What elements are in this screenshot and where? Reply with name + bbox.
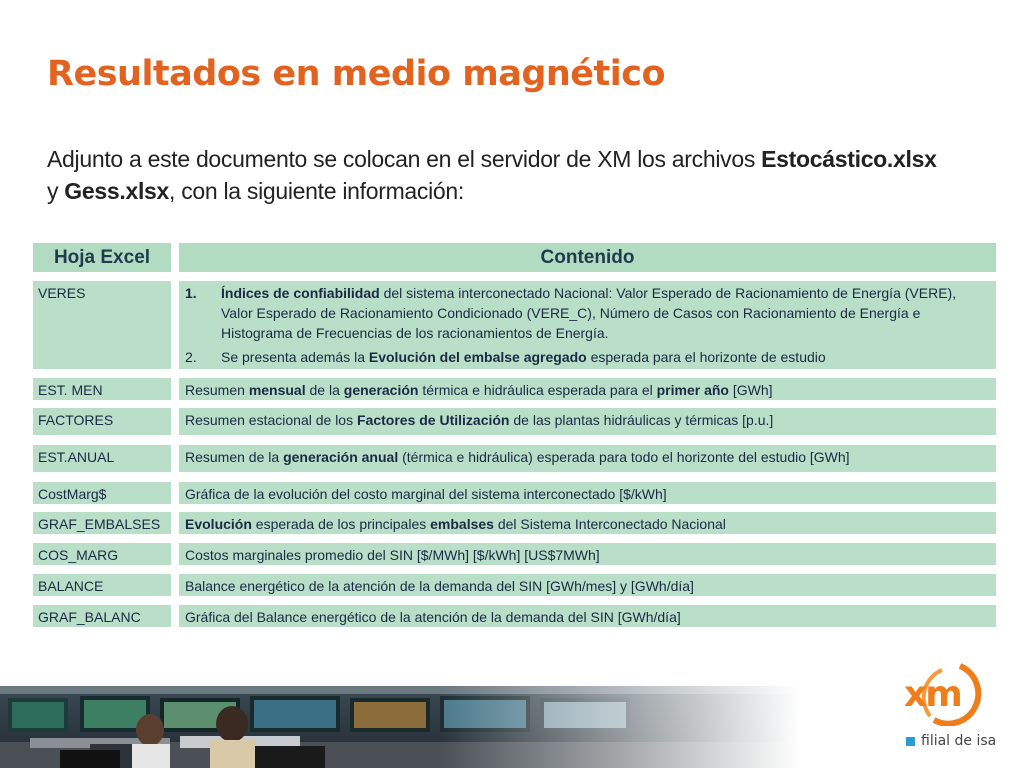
- content-text: Balance energético de la atención de la demanda del SIN [GWh/mes] y [GWh/día]: [185, 578, 694, 594]
- blue-square-icon: [906, 737, 915, 746]
- header-sheet-label: Hoja Excel: [53, 247, 151, 268]
- sheet-cell: [33, 512, 171, 534]
- list-item-text: Se presenta además la: [221, 349, 369, 365]
- intro-text-1: Adjunto a este documento se colocan en el servidor de XM los archivos: [47, 146, 762, 172]
- text-run: (térmica e hidráulica) esperada para todo el horizonte del estudio [GWh]: [398, 449, 850, 465]
- tagline-text: filial de isa: [921, 733, 997, 749]
- content-text: [179, 445, 996, 467]
- sheet-name: EST.ANUAL: [38, 449, 115, 465]
- sheet-name: GRAF_BALANC: [38, 609, 141, 625]
- sheet-name: COS_MARG: [38, 547, 119, 563]
- text-bold: Factores de Utilización: [357, 412, 510, 428]
- content-cell: [179, 574, 996, 596]
- sheet-cell: [33, 408, 171, 435]
- list-item-number: 2.: [185, 349, 197, 365]
- list-item-number: 1.: [185, 285, 197, 301]
- content-cell: [179, 408, 996, 435]
- sheet-cell: [33, 482, 171, 504]
- intro-file-1: Estocástico.xlsx: [761, 146, 937, 172]
- text-run: de la: [305, 382, 344, 398]
- list-item: [185, 347, 996, 367]
- header-content-cell: [179, 243, 996, 272]
- text-run: del Sistema Interconectado Nacional: [493, 516, 726, 532]
- list-item-text: Valor Esperado de Racionamiento Condicionado (VERE_C), Número de Casos con Racionamiento de Energía e: [221, 305, 921, 321]
- table-row-balance: [33, 574, 996, 596]
- text-bold: mensual: [248, 382, 306, 398]
- control-room-image: [0, 686, 800, 768]
- list-item-text: esperada para el horizonte de estudio: [586, 349, 826, 365]
- text-run: [GWh]: [728, 382, 773, 398]
- sheet-cell: [33, 378, 171, 400]
- content-text: Gráfica de la evolución del costo marginal del sistema interconectado [$/kWh]: [185, 486, 667, 502]
- content-cell: [179, 281, 996, 369]
- text-run: de las plantas hidráulicas y térmicas [p.u.]: [509, 412, 774, 428]
- list-item-text: del sistema interconectado Nacional: Valor Esperado de Racionamiento de Energía (VERE),: [379, 285, 957, 301]
- sheet-cell: [33, 574, 171, 596]
- veres-list: [179, 281, 996, 367]
- intro-br: y: [47, 178, 65, 204]
- content-cell: [179, 378, 996, 400]
- list-item-text: Histograma de Frecuencias de los racionamientos de Energía.: [221, 325, 609, 341]
- text-run: Resumen de la: [185, 449, 284, 465]
- logo-text: xm: [904, 674, 961, 715]
- content-text: Costos marginales promedio del SIN [$/MWh] [$/kWh] [US$7MWh]: [185, 547, 600, 563]
- text-bold: embalses: [430, 516, 494, 532]
- sheet-cell: [33, 281, 171, 369]
- text-run: esperada de los principales: [251, 516, 431, 532]
- list-item: [185, 283, 996, 343]
- intro-text-2: , con la siguiente información:: [169, 178, 465, 204]
- sheet-cell: [33, 543, 171, 565]
- control-room-photo: [0, 686, 800, 768]
- text-run: térmica e hidráulica esperada para el: [418, 382, 657, 398]
- table-row-veres: [33, 281, 996, 369]
- table-row-graf-balanc: [33, 605, 996, 627]
- table-row-cos-marg: [33, 543, 996, 565]
- text-run: Resumen estacional de los: [185, 412, 357, 428]
- text-bold: generación: [343, 382, 419, 398]
- logo-tagline: [906, 733, 996, 749]
- content-text: [179, 512, 996, 534]
- xm-logo: [900, 662, 996, 731]
- content-cell: [179, 445, 996, 472]
- page-title: Resultados en medio magnético: [47, 54, 666, 94]
- table-row-graf-embalses: [33, 512, 996, 534]
- sheet-name: FACTORES: [38, 412, 114, 428]
- sheet-name: BALANCE: [38, 578, 104, 594]
- table-row-costmarg: [33, 482, 996, 504]
- header-sheet-cell: [33, 243, 171, 272]
- content-text: Gráfica del Balance energético de la atención de la demanda del SIN [GWh/día]: [185, 609, 681, 625]
- content-cell: [179, 605, 996, 627]
- intro-file-2: Gess.xlsx: [64, 178, 170, 204]
- content-cell: [179, 482, 996, 504]
- header-content-label: Contenido: [540, 247, 635, 268]
- table-row-est-anual: [33, 445, 996, 472]
- text-bold: generación anual: [283, 449, 399, 465]
- text-bold: Evolución: [185, 516, 252, 532]
- table-row-est-men: [33, 378, 996, 400]
- list-item-bold: Índices de confiabilidad: [221, 285, 380, 301]
- text-run: Resumen: [185, 382, 249, 398]
- sheet-name: CostMarg$: [38, 486, 107, 502]
- sheet-cell: [33, 605, 171, 627]
- table-row-factores: [33, 408, 996, 435]
- sheet-name: EST. MEN: [38, 382, 103, 398]
- sheet-name: VERES: [38, 285, 86, 301]
- content-cell: [179, 543, 996, 565]
- sheet-cell: [33, 445, 171, 472]
- list-item-bold: Evolución del embalse agregado: [368, 349, 587, 365]
- sheet-name: GRAF_EMBALSES: [38, 516, 161, 532]
- text-bold: primer año: [656, 382, 729, 398]
- table-header-row: [33, 243, 996, 272]
- xm-logo-icon: [900, 662, 996, 726]
- content-text: [179, 408, 996, 430]
- intro-paragraph: [47, 143, 997, 207]
- content-cell: [179, 512, 996, 534]
- content-text: [179, 378, 996, 400]
